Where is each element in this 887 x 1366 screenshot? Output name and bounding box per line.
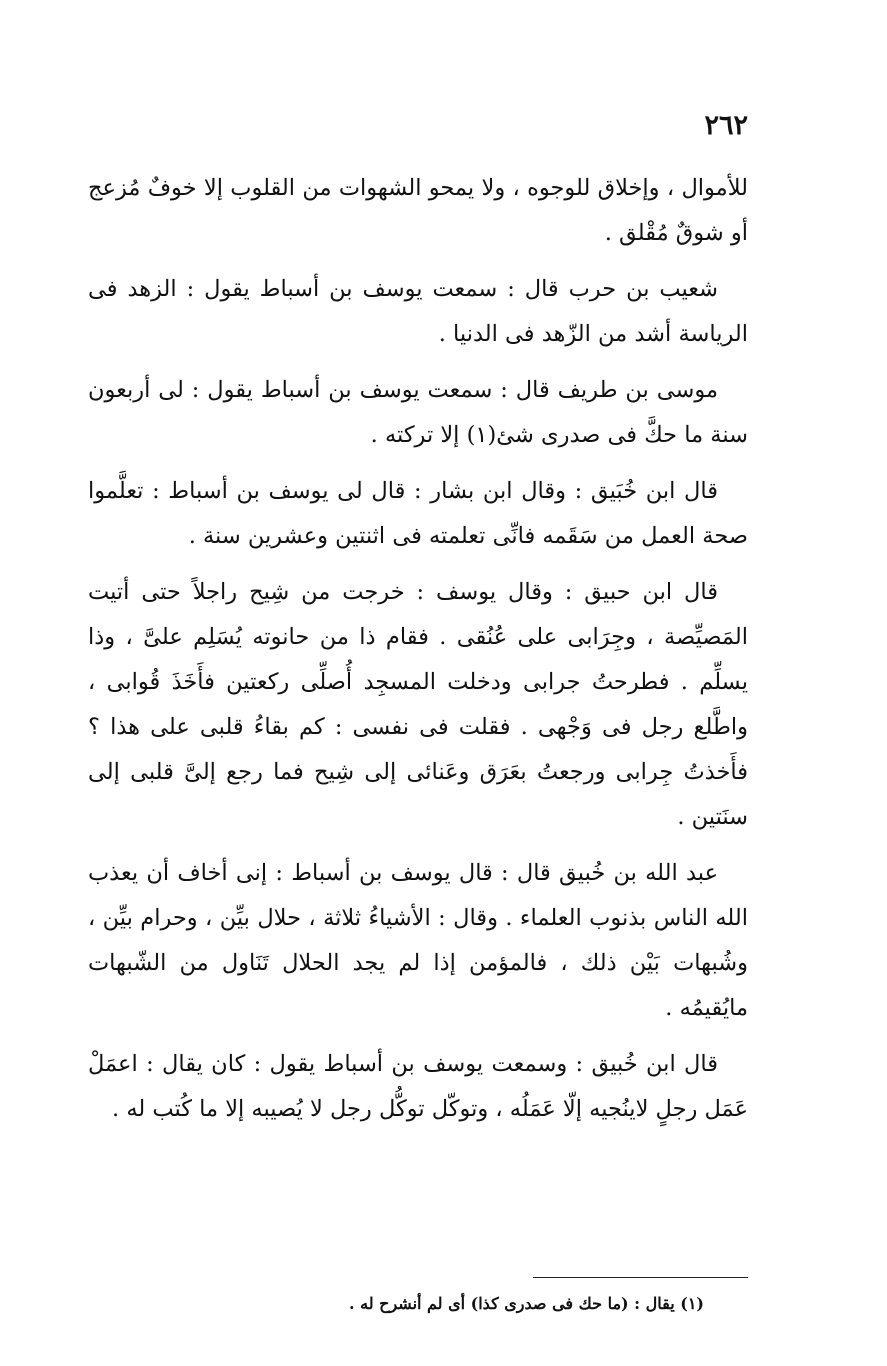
paragraph: للأموال ، وإخلاق للوجوه ، ولا يمحو الشهوات من القلوب إلا خوفٌ مُزعج أو شوقٌ مُقْلق . [88,175,748,246]
footnote-divider [533,1277,748,1278]
paragraph: عبد الله بن خُبيق قال : قال يوسف بن أسباط : إنى أخاف أن يعذب الله الناس بذنوب العلماء . وقال : الأشياءُ ثلاثة ، حلال بيِّن ، وحرام بيِّن ، وشُبهات بَيْن ذلك ، فالمؤمن إذا لم يجد الحلال تَنَاول من الشّبهات مايُقيمُه . [88,860,748,1021]
paragraph: قال ابن حبيق : وقال يوسف : خرجت من شِيح راجلاً حتى أتيت المَصيِّصة ، وجِرَابى على عُنُقى . فقام ذا من حانوته يُسَلِم علىَّ ، وذا يسلِّم . فطرحتُ جرابى ودخلت المسجِد أُصلِّى ركعتين فأَخَذَ قُوابى ، واطَّلع رجل فى وَجْهى . فقلت فى نفسى : كم بقاءُ قلبى على هذا ؟ فأَخذتُ جِرابى ورجعتُ بعَرَق وعَنائى إلى شِيح فما رجع إلىَّ قلبى إلى سنَتين . [88,579,748,830]
page-number: ٢٦٢ [704,110,748,141]
paragraph: قال ابن خُبيق : وسمعت يوسف بن أسباط يقول : كان يقال : اعمَلْ عَمَل رجلٍ لاينُجيه إلّا عَمَلُه ، وتوكّل توكُّل رجل لا يُصيبه إلا ما كُتب له . [88,1051,748,1122]
main-text [88,166,748,1143]
paragraph: قال ابن خُبَيق : وقال ابن بشار : قال لى يوسف بن أسباط : تعلَّموا صحة العمل من سَقَمه فانِّى تعلمته فى اثنتين وعشرين سنة . [88,478,748,549]
book-page [88,100,748,1340]
paragraph: موسى بن طريف قال : سمعت يوسف بن أسباط يقول : لى أربعون سنة ما حكَّ فى صدرى شئ(١) إلا تركته . [88,377,748,448]
footnote: (١) يقال : (ما حك فى صدرى كذا) أى لم أنشرح له . [348,1294,704,1313]
paragraph: شعيب بن حرب قال : سمعت يوسف بن أسباط يقول : الزهد فى الرياسة أشد من الزّهد فى الدنيا . [88,276,748,347]
